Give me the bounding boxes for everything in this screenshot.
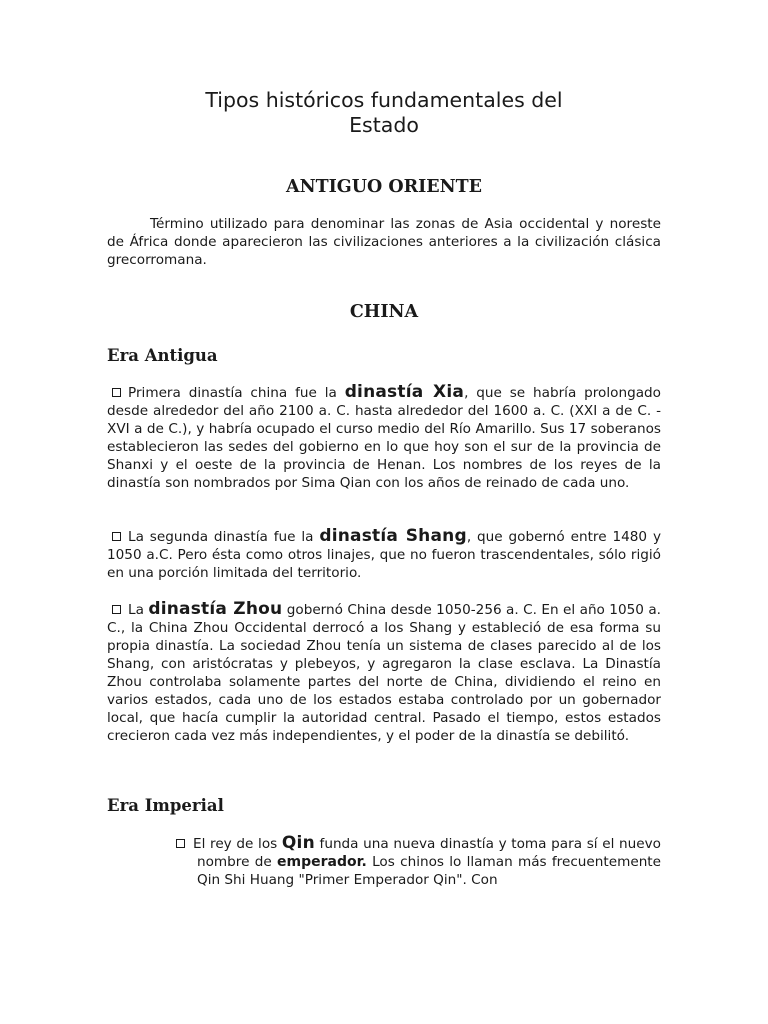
section-heading-antiguo-oriente: ANTIGUO ORIENTE	[286, 177, 482, 197]
section-heading-china: CHINA	[349, 302, 419, 322]
checkbox-bullet-icon	[176, 839, 185, 848]
xia-text-before: Primera dinastía china fue la	[128, 385, 345, 401]
paragraph-shang	[107, 527, 661, 582]
zhou-text-before: La	[128, 602, 149, 618]
intro-paragraph: Término utilizado para denominar las zonas de Asia occidental y noreste de África donde aparecieron las civilizaciones anteriores a la civilización clásica grecorromana.	[107, 216, 661, 268]
shang-text-before: La segunda dinastía fue la	[128, 529, 320, 545]
zhou-text-after: gobernó China desde 1050-256 a. C. En el año 1050 a. C., la China Zhou Occidental derrocó a los Shang y estableció de esa forma su propia dinastía. La sociedad Zhou tenía un sistema de clases parecido al de los Shang, con aristócratas y plebeyos, y agregaron la clase esclava. La Dinastía Zhou controlaba solamente partes del norte de China, dividiendo el reino en varios estados, cada uno de los estados estaba controlado por un gobernador local, que hacía cumplir la autoridad central. Pasado el tiempo, estos estados crecieron cada vez más independientes, y el poder de la dinastía se debilitó.	[107, 602, 661, 744]
shang-text-after: , que gobernó entre 1480 y 1050 a.C. Pero ésta como otros linajes, que no fueron trascendentales, sólo rigió en una porción limitada del territorio.	[107, 529, 661, 581]
paragraph-qin	[193, 833, 661, 889]
checkbox-bullet-icon	[112, 532, 121, 541]
xia-term: dinastía Xia	[344, 382, 465, 402]
title-line-2: Estado	[349, 113, 419, 137]
checkbox-bullet-icon	[112, 605, 121, 614]
title-line-1: Tipos históricos fundamentales del	[205, 88, 563, 112]
xia-text-after: , que se habría prolongado desde alrededor del año 2100 a. C. hasta alrededor del 1600 a. C. (XXI a de C. - XVI a de C.), y habría ocupado el curso medio del Río Amarillo. Sus 17 soberanos establecieron las sedes del gobierno en lo que hoy son el sur de la provincia de Shanxi y el oeste de la provincia de Henan. Los nombres de los reyes de la dinastía son nombrados por Sima Qian con los años de reinado de cada uno.	[107, 385, 661, 491]
document-title	[0, 88, 768, 138]
zhou-term: dinastía Zhou	[148, 599, 283, 619]
subheading-era-antigua: Era Antigua	[107, 346, 218, 365]
paragraph-zhou	[107, 600, 661, 745]
subheading-era-imperial: Era Imperial	[107, 796, 224, 815]
paragraph-xia	[107, 383, 661, 492]
qin-text-before: El rey de los	[193, 836, 282, 852]
qin-text-middle: funda una nueva dinastía y toma para sí el nuevo nombre de	[197, 836, 661, 870]
qin-term: Qin	[281, 833, 315, 853]
qin-text-after: Los chinos lo llaman más frecuentemente Qin Shi Huang "Primer Emperador Qin". Con	[197, 854, 661, 888]
emperador-term: emperador.	[277, 854, 367, 870]
shang-term: dinastía Shang	[319, 526, 467, 546]
checkbox-bullet-icon	[112, 388, 121, 397]
